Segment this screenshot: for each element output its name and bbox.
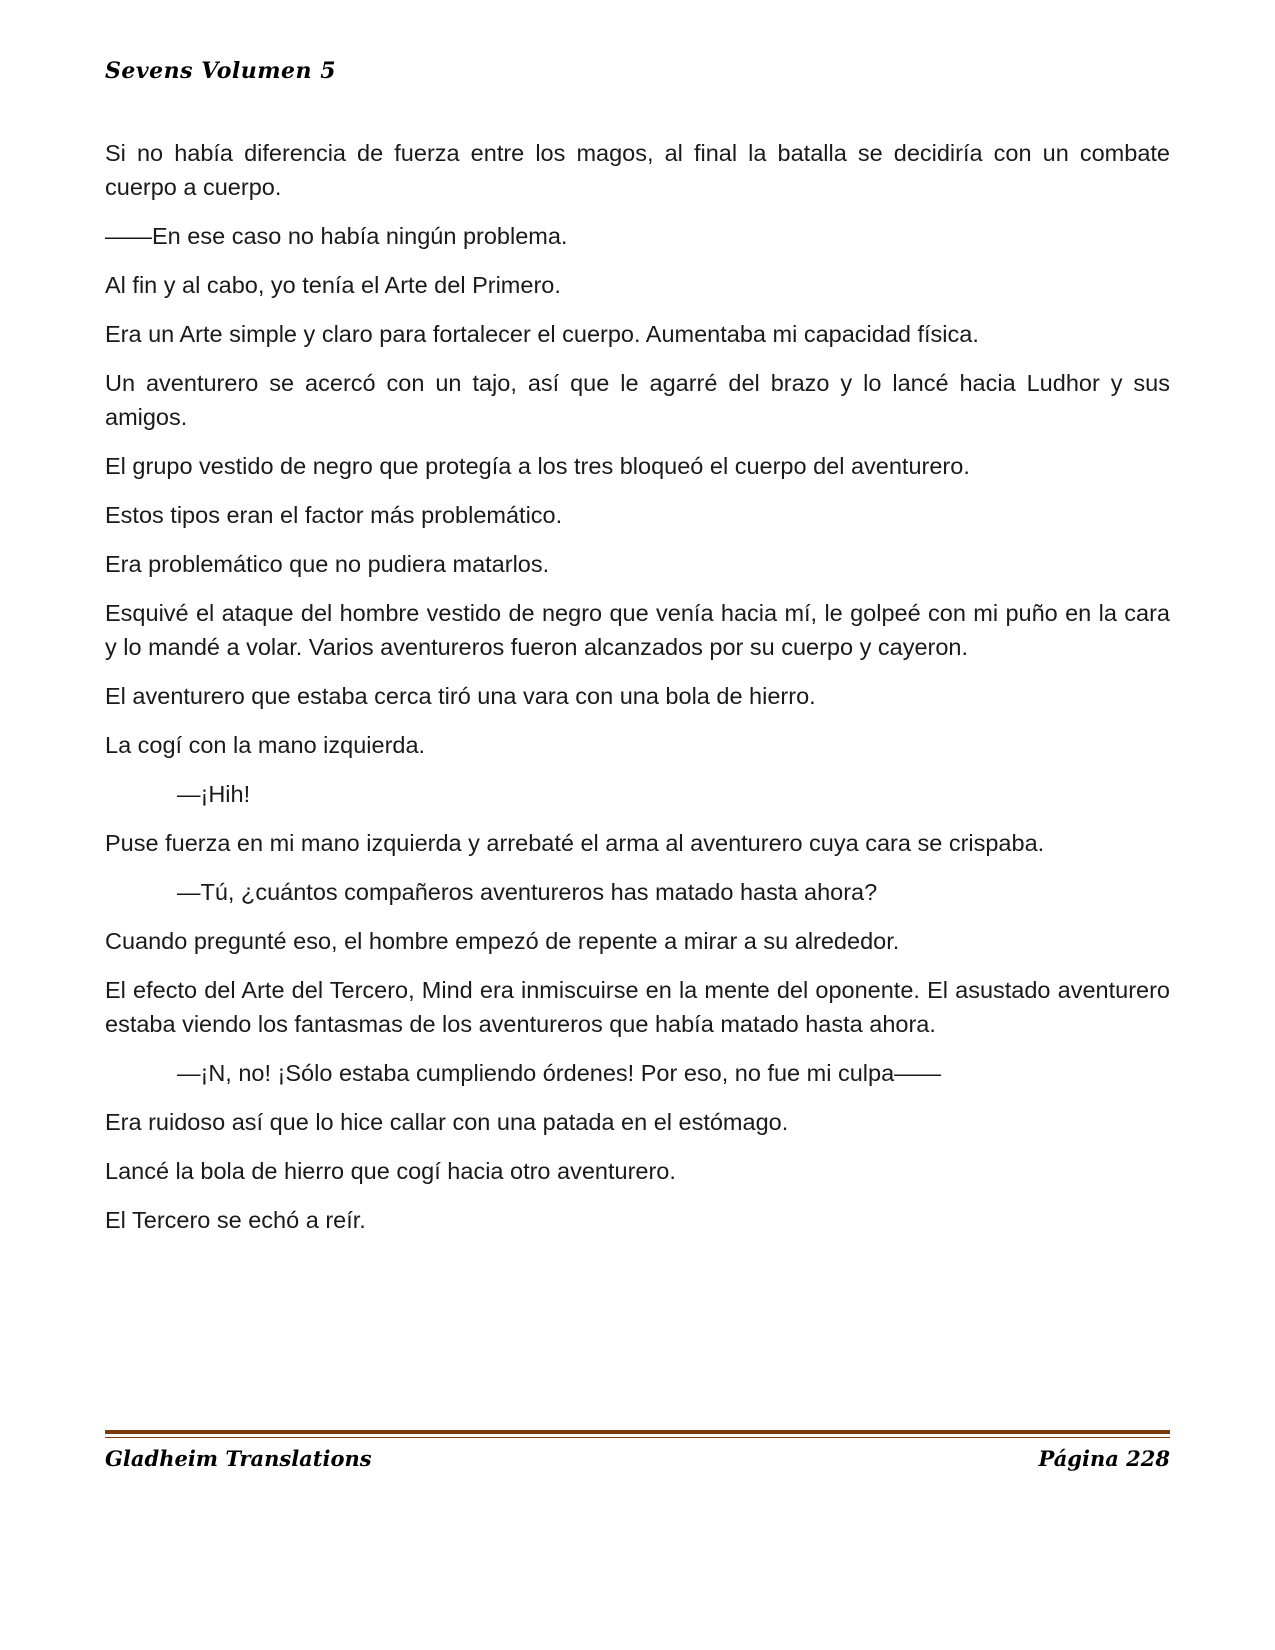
paragraph-8: Era problemático que no pudiera matarlos.: [105, 551, 550, 577]
paragraph-13: Puse fuerza en mi mano izquierda y arrebaté el arma al aventurero cuya cara se crispaba.: [105, 830, 1045, 856]
footer-page-number: Página 228: [1038, 1446, 1170, 1471]
paragraph-4: Era un Arte simple y claro para fortalecer el cuerpo. Aumentaba mi capacidad física.: [105, 321, 979, 347]
paragraph-2: ——En ese caso no había ningún problema.: [105, 223, 568, 249]
paragraph-20: El Tercero se echó a reír.: [105, 1207, 366, 1233]
page-header-title: Sevens Volumen 5: [105, 58, 337, 84]
paragraph-18: Era ruidoso así que lo hice callar con una patada en el estómago.: [105, 1109, 789, 1135]
paragraph-1: Si no había diferencia de fuerza entre los magos, al final la batalla se decidiría con un combate cuerpo a cuerpo.: [105, 140, 1170, 200]
paragraph-3: Al fin y al cabo, yo tenía el Arte del Primero.: [105, 272, 561, 298]
paragraph-12-dialogue: —¡Hih!: [177, 781, 251, 807]
paragraph-17-dialogue: —¡N, no! ¡Sólo estaba cumpliendo órdenes! Por eso, no fue mi culpa——: [177, 1060, 942, 1086]
paragraph-5: Un aventurero se acercó con un tajo, así que le agarré del brazo y lo lancé hacia Ludhor y sus amigos.: [105, 370, 1170, 430]
paragraph-15: Cuando pregunté eso, el hombre empezó de repente a mirar a su alrededor.: [105, 928, 900, 954]
paragraph-14-dialogue: —Tú, ¿cuántos compañeros aventureros has matado hasta ahora?: [177, 879, 878, 905]
paragraph-6: El grupo vestido de negro que protegía a los tres bloqueó el cuerpo del aventurero.: [105, 453, 970, 479]
document-body: [105, 136, 1170, 1252]
footer-divider-rule: [105, 1430, 1170, 1438]
paragraph-10: El aventurero que estaba cerca tiró una vara con una bola de hierro.: [105, 683, 816, 709]
paragraph-19: Lancé la bola de hierro que cogí hacia otro aventurero.: [105, 1158, 676, 1184]
footer-translator-credit: Gladheim Translations: [105, 1446, 372, 1471]
paragraph-7: Estos tipos eran el factor más problemático.: [105, 502, 563, 528]
paragraph-9: Esquivé el ataque del hombre vestido de negro que venía hacia mí, le golpeé con mi puño en la cara y lo mandé a volar. Varios aventureros fueron alcanzados por su cuerpo y cayeron.: [105, 600, 1170, 660]
paragraph-16: El efecto del Arte del Tercero, Mind era inmiscuirse en la mente del oponente. El asustado aventurero estaba viendo los fantasmas de los aventureros que había matado hasta ahora.: [105, 977, 1170, 1037]
paragraph-11: La cogí con la mano izquierda.: [105, 732, 426, 758]
page-footer: [105, 1446, 1170, 1471]
